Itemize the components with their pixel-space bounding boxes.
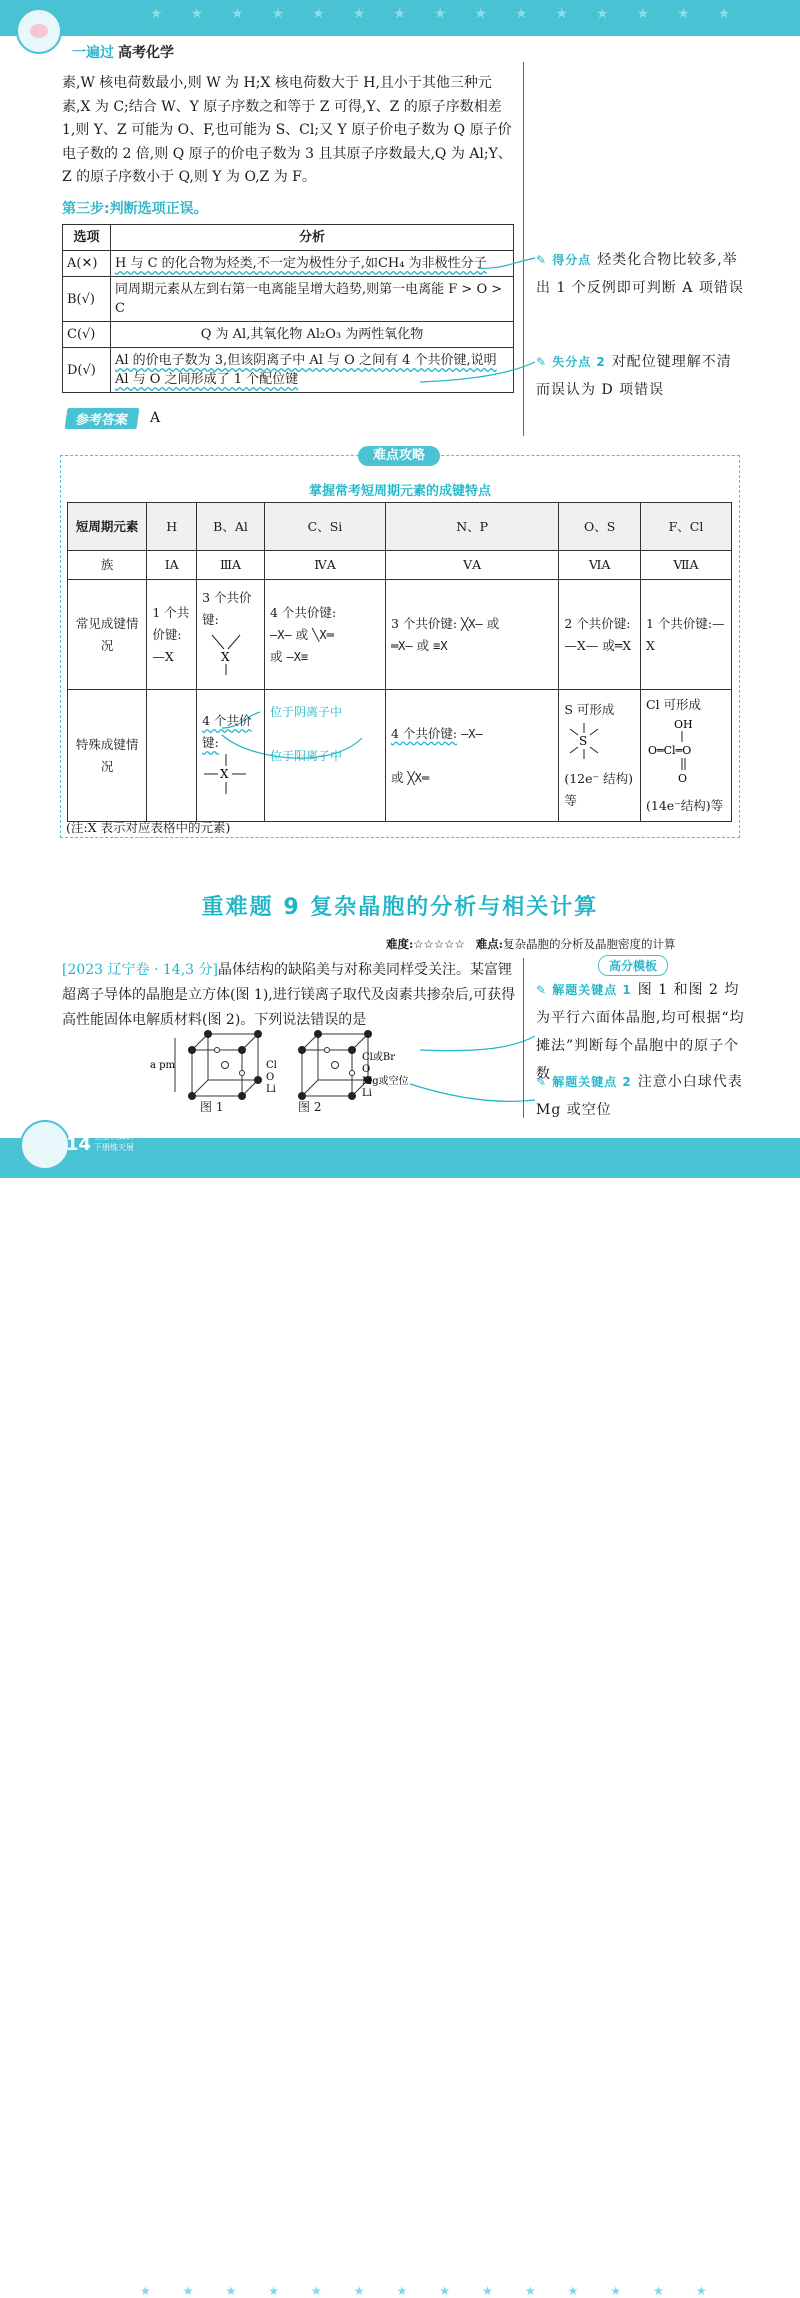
- option-a: A(✕): [63, 251, 111, 277]
- special-bond-n-p: 4 个共价键: —X— 或 ╳X═: [385, 690, 558, 822]
- svg-text:X: X: [220, 767, 229, 781]
- footer-mascot: [20, 1120, 70, 1170]
- option-b: B(√): [63, 277, 111, 322]
- brand-name: 一遍过: [72, 45, 114, 61]
- section-title: 重难题 9 复杂晶胞的分析与相关计算: [201, 895, 599, 920]
- family-c-si: ⅣA: [264, 551, 385, 580]
- svg-text:O═Cl═O: O═Cl═O: [648, 744, 692, 757]
- trivalent-x-structure: [202, 631, 252, 675]
- element-h: H: [147, 503, 197, 551]
- anion-hint: 位于阴离子中: [269, 705, 342, 719]
- option-a-analysis: H 与 C 的化合物为烃类,不一定为极性分子,如CH₄ 为非极性分子: [111, 251, 514, 277]
- common-bond-h: 1 个共价键:—X: [147, 580, 197, 690]
- table-row: [68, 503, 732, 551]
- common-bond-n-p: 3 个共价键: ╳X— 或 ═X— 或 ≡X: [385, 580, 558, 690]
- tetravalent-x-structure: [202, 754, 252, 794]
- question-source: [2023 辽宁卷 · 14,3 分]: [62, 962, 218, 978]
- fig1-caption: 图 1: [200, 1100, 224, 1114]
- common-bond-c-si: 4 个共价键: —X— 或 ╲X═ 或 —X≡: [264, 580, 385, 690]
- footer-slogan: 上册认真研 下册练天展: [94, 1132, 134, 1152]
- fig1-legend-o: O: [266, 1072, 275, 1083]
- crystal-figures: [150, 1028, 430, 1100]
- element-f-cl: F、Cl: [641, 503, 732, 551]
- special-bond-o-s: S 可形成 S (12e⁻ 结构)等: [559, 690, 641, 822]
- fig2-legend-cl-br: Cl或Br: [362, 1052, 395, 1063]
- lose-point-text: 对配位键理解不清而误认为 D 项错误: [536, 354, 732, 398]
- column-divider: [523, 958, 524, 1118]
- analysis-paragraph: 素,W 核电荷数最小,则 W 为 H;X 核电荷数大于 H,且小于其他三种元素,X 为 C;结合 W、Y 原子序数之和等于 Z 可得,Y、Z 的原子序数相差 1,则 Y、Z 可能为 O、F,也可能为 S、Cl;又 Y 原子价电子数为 Q 原子价电子数的 2 倍,则 Q 原子的价电子数为 3 且其原子序数最大,Q 为 Al;Y、Z 的原子序数小于 Q,则 Y 为 O,Z 为 F。: [62, 75, 512, 185]
- answer-label: 参考答案: [65, 408, 140, 429]
- step3-heading: 第三步:判断选项正误。: [62, 201, 208, 217]
- footer-star-decoration: ★★★★★★★★★★★★★★: [140, 2284, 739, 2298]
- side-note-score-point: [536, 246, 746, 302]
- fig2-caption: 图 2: [298, 1100, 322, 1114]
- fig2-legend-mg: Mg或空位: [362, 1076, 409, 1087]
- fig2-legend-o: O: [362, 1064, 371, 1075]
- fig2-legend-li: Li: [362, 1088, 372, 1099]
- option-c: C(√): [63, 322, 111, 348]
- option-c-analysis: Q 为 Al,其氧化物 Al₂O₃ 为两性氧化物: [111, 322, 514, 348]
- difficulty-stars: ☆☆☆☆☆: [413, 937, 465, 951]
- table-footnote: (注:X 表示对应表格中的元素): [66, 820, 231, 835]
- perchloric-acid-structure: [646, 716, 726, 788]
- table-row: [68, 580, 732, 690]
- svg-text:a pm: a pm: [150, 1060, 176, 1071]
- col-analysis: 分析: [111, 225, 514, 251]
- common-bond-label: 常见成键情况: [68, 580, 147, 690]
- fig1-legend-li: Li: [266, 1084, 276, 1095]
- cation-hint: 位于阳离子中: [269, 749, 342, 763]
- element-header: 短周期元素: [68, 503, 147, 551]
- family-h: ⅠA: [147, 551, 197, 580]
- svg-text:O: O: [678, 772, 688, 785]
- special-bond-f-cl: Cl 可形成 OH O═Cl═O O (14e⁻结构)等: [641, 690, 732, 822]
- sulfur-hexavalent-structure: [564, 721, 604, 761]
- family-f-cl: ⅦA: [641, 551, 732, 580]
- answer-value: A: [150, 410, 161, 426]
- difficulty-box-subtitle: 掌握常考短周期元素的成键特点: [308, 484, 491, 499]
- difficulty-meta: 难度:☆☆☆☆☆ 难点:复杂晶胞的分析及晶胞密度的计算: [386, 937, 676, 951]
- common-bond-b-al: 3 个共价键: X: [197, 580, 265, 690]
- subject-title: 高考化学: [118, 45, 174, 61]
- family-o-s: ⅥA: [559, 551, 641, 580]
- option-b-analysis: 同周期元素从左到右第一电离能呈增大趋势,则第一电离能 F > O > C: [111, 277, 514, 322]
- svg-text:X: X: [221, 650, 230, 664]
- key-point-2-tag: ✎ 解题关键点 2: [536, 1075, 632, 1089]
- score-point-text: 烃类化合物比较多,举出 1 个反例即可判断 A 项错误: [536, 252, 744, 296]
- side-note-key-point-2: [536, 1068, 746, 1124]
- fig1-legend-cl: Cl: [266, 1060, 277, 1071]
- table-row: [68, 690, 732, 822]
- svg-text:S: S: [579, 734, 588, 748]
- family-n-p: ⅤA: [385, 551, 558, 580]
- key-point-2-text: 注意小白球代表 Mg 或空位: [536, 1074, 743, 1118]
- family-b-al: ⅢA: [197, 551, 265, 580]
- template-label: 高分模板: [598, 955, 668, 976]
- option-d-analysis: Al 的价电子数为 3,但该阴离子中 Al 与 O 之间有 4 个共价键,说明 Al 与 O 之间形成了 1 个配位键: [111, 348, 514, 393]
- question-text: [2023 辽宁卷 · 14,3 分]晶体结构的缺陷美与对称美同样受关注。某富锂超离子导体的晶胞是立方体(图 1),进行镁离子取代及卤素共掺杂后,可获得高性能固体电解质材料(图 2)。下列说法错误的是: [62, 962, 516, 1028]
- element-o-s: O、S: [559, 503, 641, 551]
- bonding-table: [67, 502, 732, 822]
- side-note-lose-point: [536, 348, 746, 404]
- key-point-1-tag: ✎ 解题关键点 1: [536, 983, 632, 997]
- element-n-p: N、P: [385, 503, 558, 551]
- svg-text:OH: OH: [674, 718, 693, 731]
- special-bond-c-si: [264, 690, 385, 822]
- special-bond-b-al: 4 个共价键: X: [197, 690, 265, 822]
- difficulty-box-title: 难点攻略: [358, 446, 440, 466]
- option-d: D(√): [63, 348, 111, 393]
- score-point-tag: ✎ 得分点: [536, 253, 591, 267]
- lose-point-tag: ✎ 失分点 2: [536, 355, 606, 369]
- key-point-1-text: 图 1 和图 2 均为平行六面体晶胞,均可根据“均摊法”判断每个晶胞中的原子个数: [536, 982, 745, 1082]
- element-b-al: B、Al: [197, 503, 265, 551]
- special-bond-label: 特殊成键情况: [68, 690, 147, 822]
- table-row: [68, 551, 732, 580]
- col-option: 选项: [63, 225, 111, 251]
- common-bond-f-cl: 1 个共价键:—X: [641, 580, 732, 690]
- special-bond-h: [147, 690, 197, 822]
- common-bond-o-s: 2 个共价键:—X— 或═X: [559, 580, 641, 690]
- element-c-si: C、Si: [264, 503, 385, 551]
- banner-star-decoration: ★★★★★★★★★★★★★★★: [150, 6, 759, 22]
- family-label: 族: [68, 551, 147, 580]
- page-number: 14: [66, 1134, 92, 1155]
